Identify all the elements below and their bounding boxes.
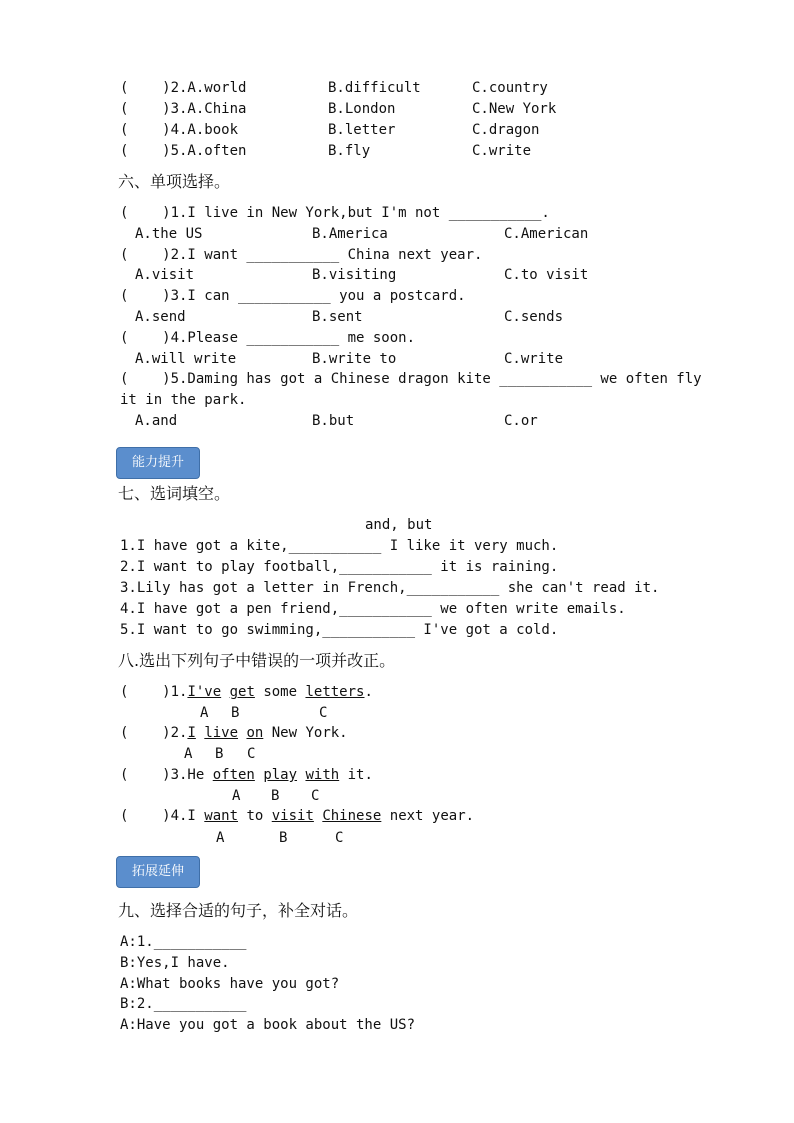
q7-item-4: 4.I have got a pen friend,___________ we often write emails. <box>120 601 626 617</box>
q8-4-text-3: next year. <box>381 808 475 824</box>
q5-4-option-c: C.dragon <box>472 122 540 138</box>
section-9-heading: 九、选择合适的句子，补全对话。 <box>118 901 359 920</box>
q6-5-option-c: C.or <box>504 413 538 429</box>
q8-2-label-c: C <box>247 746 256 762</box>
q6-4-stem: ( )4.Please ___________ me soon. <box>120 330 416 346</box>
dialogue-line-4: B:2.___________ <box>120 996 247 1012</box>
q8-1-label-c: C <box>319 705 328 721</box>
q8-3-part-b: play <box>263 767 298 783</box>
q5-4-stem: ( )4.A.book <box>120 122 239 138</box>
q6-1-option-c: C.American <box>504 226 589 242</box>
q6-3-option-a: A.send <box>135 309 186 325</box>
q6-1-stem: ( )1.I live in New York,but I'm not ___________. <box>120 205 550 221</box>
q8-3-text-3: it. <box>339 767 373 783</box>
q8-2-label-b: B <box>215 746 224 762</box>
q8-3-prefix: ( )3.He <box>120 767 213 783</box>
q8-4-prefix: ( )4.I <box>120 808 205 824</box>
q5-3-stem: ( )3.A.China <box>120 101 247 117</box>
q8-1-prefix: ( )1. <box>120 684 188 700</box>
q5-3-option-c: C.New York <box>472 101 557 117</box>
q6-2-option-c: C.to visit <box>504 267 589 283</box>
q6-5-option-b: B.but <box>312 413 355 429</box>
q8-4-part-b: visit <box>271 808 314 824</box>
q8-3-part-c: with <box>305 767 340 783</box>
q8-1-label-b: B <box>231 705 240 721</box>
section-6-heading: 六、单项选择。 <box>118 172 231 191</box>
q6-4-option-a: A.will write <box>135 351 237 367</box>
q5-5-option-b: B.fly <box>328 143 371 159</box>
q5-3-option-b: B.London <box>328 101 396 117</box>
q6-1-option-a: A.the US <box>135 226 203 242</box>
q6-1-option-b: B.America <box>312 226 388 242</box>
q8-2-part-a: I <box>187 725 196 741</box>
q8-3-label-c: C <box>311 788 320 804</box>
q8-4-label-b: B <box>279 830 288 846</box>
q8-2-prefix: ( )2. <box>120 725 188 741</box>
q8-1-text-3: . <box>364 684 373 700</box>
q5-2-option-b: B.difficult <box>328 80 421 96</box>
dialogue-line-1: A:1.___________ <box>120 934 247 950</box>
q8-4-label-a: A <box>216 830 225 846</box>
extension-tag: 拓展延伸 <box>116 856 200 888</box>
q5-5-stem: ( )5.A.often <box>120 143 247 159</box>
q8-4-part-c: Chinese <box>322 808 382 824</box>
q7-item-1: 1.I have got a kite,___________ I like it very much. <box>120 538 559 554</box>
q7-item-5: 5.I want to go swimming,___________ I've got a cold. <box>120 622 559 638</box>
q6-3-option-b: B.sent <box>312 309 363 325</box>
q8-1-sentence <box>120 683 373 701</box>
q6-2-stem: ( )2.I want ___________ China next year. <box>120 247 483 263</box>
q6-3-stem: ( )3.I can ___________ you a postcard. <box>120 288 466 304</box>
q8-3-label-b: B <box>271 788 280 804</box>
q8-1-text-1 <box>221 684 229 700</box>
q8-1-part-c: letters <box>305 684 365 700</box>
q8-1-part-a: I've <box>187 684 222 700</box>
section-7-heading: 七、选词填空。 <box>118 484 231 503</box>
q5-4-option-b: B.letter <box>328 122 396 138</box>
q8-2-sentence <box>120 724 348 742</box>
q8-3-sentence <box>120 766 373 784</box>
q8-2-part-c: on <box>246 725 264 741</box>
q8-2-text-3: New York. <box>263 725 348 741</box>
q6-5-stem: ( )5.Daming has got a Chinese dragon kite ___________ we often fly <box>120 371 702 387</box>
q8-4-text-1: to <box>238 808 272 824</box>
q8-1-label-a: A <box>200 705 209 721</box>
q8-3-part-a: often <box>212 767 255 783</box>
q6-3-option-c: C.sends <box>504 309 564 325</box>
q8-4-part-a: want <box>204 808 239 824</box>
dialogue-line-2: B:Yes,I have. <box>120 955 230 971</box>
word-box: and, but <box>365 517 433 533</box>
dialogue-line-5: A:Have you got a book about the US? <box>120 1017 416 1033</box>
q6-4-option-b: B.write to <box>312 351 397 367</box>
q8-4-sentence <box>120 807 474 825</box>
q6-4-option-c: C.write <box>504 351 564 367</box>
q5-2-stem: ( )2.A.world <box>120 80 247 96</box>
section-8-heading: 八.选出下列句子中错误的一项并改正。 <box>118 651 396 670</box>
q6-2-option-b: B.visiting <box>312 267 397 283</box>
q8-1-text-2: some <box>254 684 306 700</box>
q8-3-label-a: A <box>232 788 241 804</box>
q8-1-part-b: get <box>229 684 255 700</box>
q8-2-label-a: A <box>184 746 193 762</box>
dialogue-line-3: A:What books have you got? <box>120 976 340 992</box>
q5-2-option-c: C.country <box>472 80 548 96</box>
q7-item-3: 3.Lily has got a letter in French,___________ she can't read it. <box>120 580 660 596</box>
ability-improve-tag: 能力提升 <box>116 447 200 479</box>
q7-item-2: 2.I want to play football,___________ it is raining. <box>120 559 559 575</box>
q5-5-option-c: C.write <box>472 143 532 159</box>
q8-4-label-c: C <box>335 830 344 846</box>
q8-2-part-b: live <box>204 725 239 741</box>
q6-2-option-a: A.visit <box>135 267 195 283</box>
q6-5-stem-continued: it in the park. <box>120 392 247 408</box>
q6-5-option-a: A.and <box>135 413 178 429</box>
